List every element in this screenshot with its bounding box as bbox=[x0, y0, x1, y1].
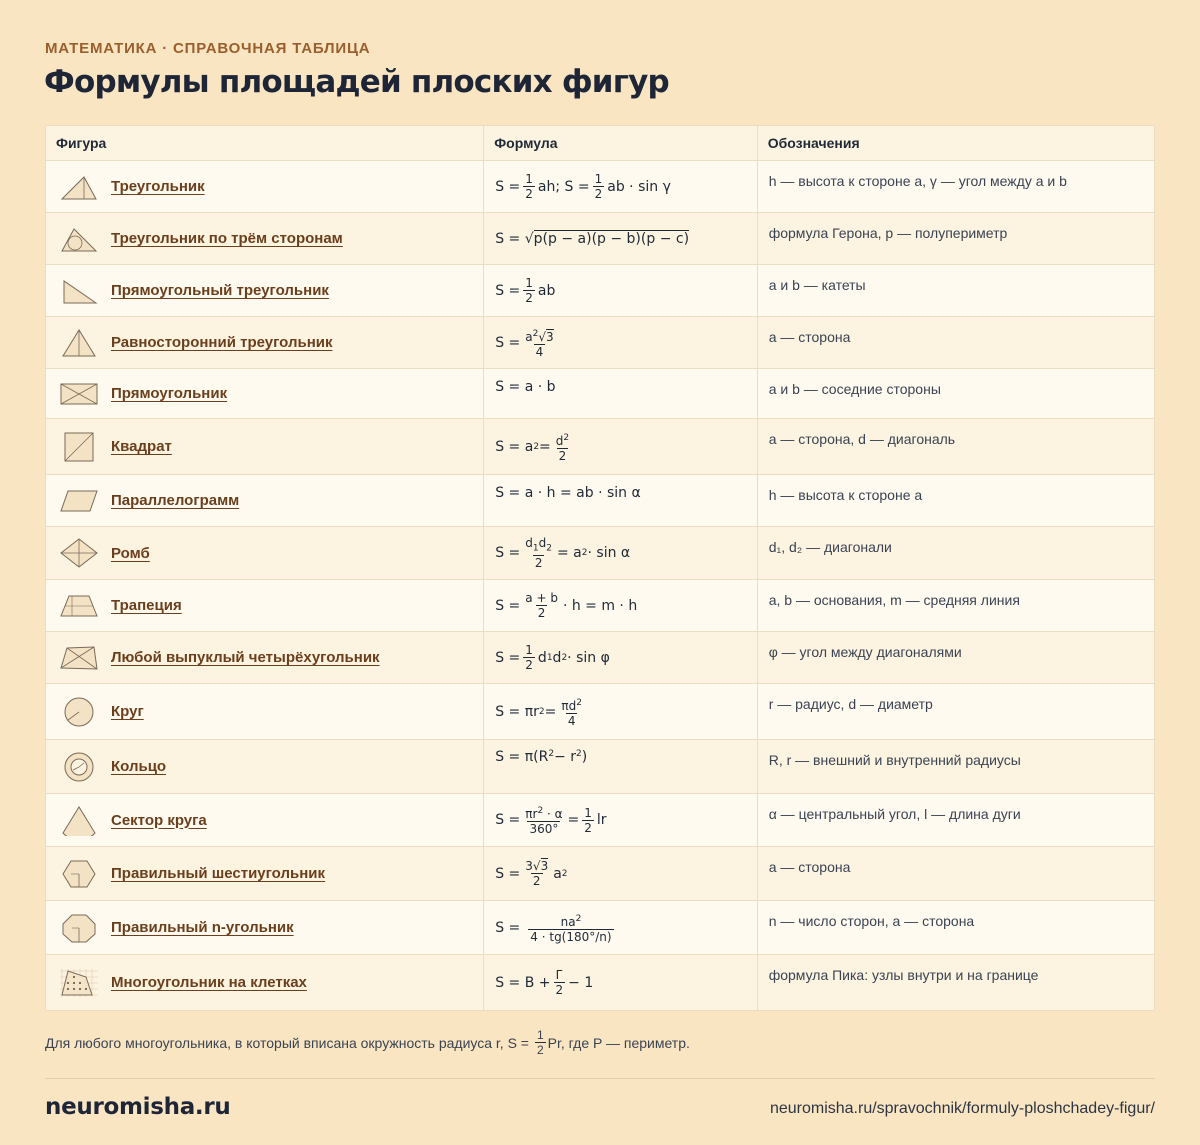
table-row bbox=[46, 526, 1154, 579]
column-header-formula: Формула bbox=[484, 126, 758, 160]
figure-link-equilateral-triangle[interactable]: Равносторонний треугольник bbox=[111, 334, 333, 351]
formula: S = $\frac{3√3}{2}$ a 2 bbox=[495, 859, 568, 888]
ring-icon bbox=[58, 751, 100, 783]
notation-text: a — сторона, d — диагональ bbox=[768, 431, 956, 447]
notation-text: a — сторона bbox=[768, 859, 851, 875]
figure-link-trapezoid[interactable]: Трапеция bbox=[111, 597, 182, 614]
formula: S = $\frac{\pi r^2 \cdot \alpha}{360^\circ}$ = $\frac{1}{2}$ lr bbox=[495, 805, 607, 836]
notation-text: a и b — катеты bbox=[768, 277, 866, 293]
n-gon-icon bbox=[58, 912, 100, 944]
figure-link-triangle[interactable]: Треугольник bbox=[111, 178, 205, 195]
notation-text: a, b — основания, m — средняя линия bbox=[768, 592, 1020, 608]
table-row bbox=[46, 212, 1154, 264]
notation-text: r — радиус, d — диаметр bbox=[768, 696, 933, 712]
figure-link-square[interactable]: Квадрат bbox=[111, 438, 172, 455]
notation-text: h — высота к стороне a bbox=[768, 487, 923, 503]
footnote bbox=[45, 1028, 690, 1057]
footnote-fraction: $\frac{1}{2}$ bbox=[536, 1028, 544, 1057]
notation-text: n — число сторон, a — сторона bbox=[768, 913, 975, 929]
formula: S = a 2 = $\frac{d^2}{2}$ bbox=[495, 432, 570, 463]
formula: S = $\frac{d_1d_2}{2}$ = a 2 · sin α bbox=[495, 535, 631, 571]
parallelogram-icon bbox=[58, 485, 100, 517]
table-row bbox=[46, 954, 1154, 1010]
figure-link-circle[interactable]: Круг bbox=[111, 703, 144, 720]
right-triangle-icon bbox=[58, 275, 100, 307]
notation-text: α — центральный угол, l — длина дуги bbox=[768, 806, 1021, 822]
quadrilateral-icon bbox=[58, 642, 100, 674]
grid-polygon-icon bbox=[58, 967, 100, 999]
formula: S = a · h = ab · sin α bbox=[495, 485, 641, 501]
figure-link-n-gon[interactable]: Правильный n-угольник bbox=[111, 919, 294, 936]
equilateral-triangle-icon bbox=[58, 327, 100, 359]
notation-text: формула Герона, p — полупериметр bbox=[768, 225, 1008, 241]
formula: S = $\frac{a^2√3}{4}$ bbox=[495, 328, 554, 359]
rectangle-icon bbox=[58, 378, 100, 410]
figure-link-grid-polygon[interactable]: Многоугольник на клетках bbox=[111, 974, 307, 991]
column-header-figure: Фигура bbox=[46, 126, 484, 160]
figure-link-rhombus[interactable]: Ромб bbox=[111, 544, 150, 562]
formula: S = $\frac{na^2}{4 \cdot tg(180^\circ/n)}$ bbox=[495, 913, 612, 944]
table-row bbox=[46, 160, 1154, 212]
formula: S = π(R 2 − r 2 ) bbox=[495, 749, 588, 765]
table-row bbox=[46, 683, 1154, 739]
sector-icon bbox=[58, 804, 100, 836]
formula-table bbox=[45, 125, 1155, 1011]
footnote-text-end: Pr, где P — периметр. bbox=[547, 1034, 690, 1051]
notation-text: формула Пика: узлы внутри и на границе bbox=[768, 967, 1039, 983]
figure-link-hexagon[interactable]: Правильный шестиугольник bbox=[111, 865, 326, 882]
table-row bbox=[46, 739, 1154, 793]
table-header-row bbox=[46, 126, 1154, 160]
notation-text: d₁, d₂ — диагонали bbox=[768, 539, 892, 555]
figure-link-rectangle[interactable]: Прямоугольник bbox=[111, 385, 228, 402]
table-row bbox=[46, 846, 1154, 900]
brand-logo[interactable]: neuromisha.ru bbox=[45, 1094, 231, 1120]
table-row bbox=[46, 900, 1154, 954]
table-row bbox=[46, 316, 1154, 368]
formula: S = $\frac{a + b}{2}$ · h = m · h bbox=[495, 591, 638, 620]
figure-link-sector[interactable]: Сектор круга bbox=[111, 811, 207, 829]
formula: S = $\frac{1}{2}$ d 1 d 2 · sin φ bbox=[495, 643, 610, 672]
circle-icon bbox=[58, 696, 100, 728]
triangle-icon bbox=[58, 171, 100, 203]
triangle-incircle-icon bbox=[58, 223, 100, 255]
table-row bbox=[46, 264, 1154, 316]
formula: S = $\frac{1}{2}$ ab bbox=[495, 276, 556, 305]
notation-text: R, r — внешний и внутренний радиусы bbox=[768, 752, 1021, 768]
formula: S = πr 2 = $\frac{\pi d^2}{4}$ bbox=[495, 697, 582, 728]
trapezoid-icon bbox=[58, 590, 100, 622]
formula: S = √ p(p − a)(p − b)(p − c) bbox=[495, 230, 690, 247]
table-row bbox=[46, 631, 1154, 683]
notation-text: a и b — соседние стороны bbox=[768, 381, 941, 397]
hexagon-icon bbox=[58, 858, 100, 890]
table-row bbox=[46, 579, 1154, 631]
figure-link-quadrilateral[interactable]: Любой выпуклый четырёхугольник bbox=[111, 649, 380, 666]
column-header-notation: Обозначения bbox=[767, 135, 860, 151]
table-row bbox=[46, 793, 1154, 846]
formula: S = $\frac{1}{2}$ ah; S = $\frac{1}{2}$ ab · sin γ bbox=[495, 172, 671, 201]
eyebrow-label: МАТЕМАТИКА · СПРАВОЧНАЯ ТАБЛИЦА bbox=[45, 40, 371, 57]
table-row bbox=[46, 368, 1154, 418]
figure-link-ring[interactable]: Кольцо bbox=[111, 758, 167, 775]
square-icon bbox=[58, 431, 100, 463]
page-title: Формулы площадей плоских фигур bbox=[44, 64, 669, 100]
figure-link-parallelogram[interactable]: Параллелограмм bbox=[111, 492, 240, 509]
notation-text: φ — угол между диагоналями bbox=[768, 644, 962, 660]
footnote-text: Для любого многоугольника, в который вписана окружность радиуса r, S = bbox=[45, 1034, 529, 1051]
table-row bbox=[46, 418, 1154, 474]
footer-divider bbox=[45, 1078, 1155, 1079]
figure-link-heron-triangle[interactable]: Треугольник по трём сторонам bbox=[111, 230, 343, 247]
table-row bbox=[46, 474, 1154, 526]
notation-text: h — высота к стороне a, γ — угол между a и b bbox=[768, 173, 1067, 189]
page-url-link[interactable]: neuromisha.ru/spravochnik/formuly-ploshchadey-figur/ bbox=[769, 1100, 1155, 1117]
notation-text: a — сторона bbox=[768, 329, 851, 345]
formula: S = a · b bbox=[495, 379, 556, 395]
rhombus-icon bbox=[58, 537, 100, 569]
figure-link-right-triangle[interactable]: Прямоугольный треугольник bbox=[111, 282, 329, 299]
formula: S = B + $\frac{Г}{2}$ − 1 bbox=[495, 968, 594, 997]
